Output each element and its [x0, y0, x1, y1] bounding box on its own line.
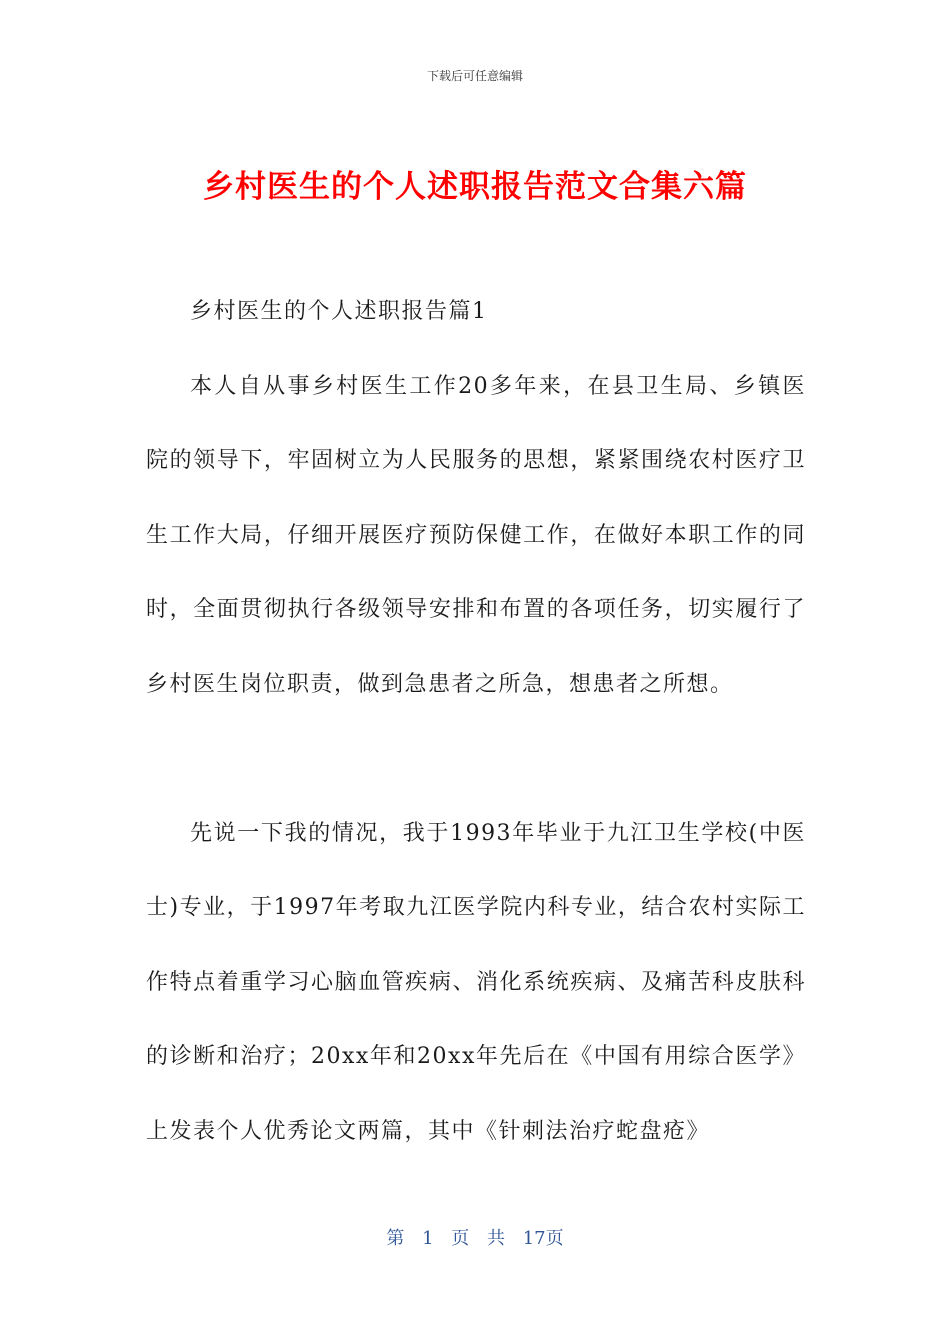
page-total-prefix: 共	[487, 1228, 505, 1249]
paragraph-2: 先说一下我的情况，我于1993年毕业于九江卫生学校(中医士)专业，于1997年考取九江医学院内科专业，结合农村实际工作特点着重学习心脑血管疾病、消化系统疾病、及痛苦科皮肤科的诊断和治疗；20xx年和20xx年先后在《中国有用综合医学》上发表个人优秀论文两篇，其中《针刺法治疗蛇盘疮》	[146, 820, 806, 1144]
paragraph-1: 本人自从事乡村医生工作20多年来，在县卫生局、乡镇医院的领导下，牢固树立为人民服务的思想，紧紧围绕农村医疗卫生工作大局，仔细开展医疗预防保健工作，在做好本职工作的同时，全面贯彻执行各级领导安排和布置的各项任务，切实履行了乡村医生岗位职责，做到急患者之所急，想患者之所想。	[146, 373, 806, 697]
document-title: 乡村医生的个人述职报告范文合集六篇	[203, 168, 747, 205]
page-number-footer	[0, 1226, 950, 1252]
header-note: 下载后可任意编辑	[426, 69, 523, 83]
page-current: 1	[422, 1228, 434, 1249]
page-mid: 页	[451, 1228, 470, 1249]
page-prefix: 第	[386, 1228, 405, 1249]
document-body	[146, 275, 806, 1169]
page-total: 17页	[522, 1228, 564, 1249]
section-heading: 乡村医生的个人述职报告篇1	[190, 299, 488, 324]
